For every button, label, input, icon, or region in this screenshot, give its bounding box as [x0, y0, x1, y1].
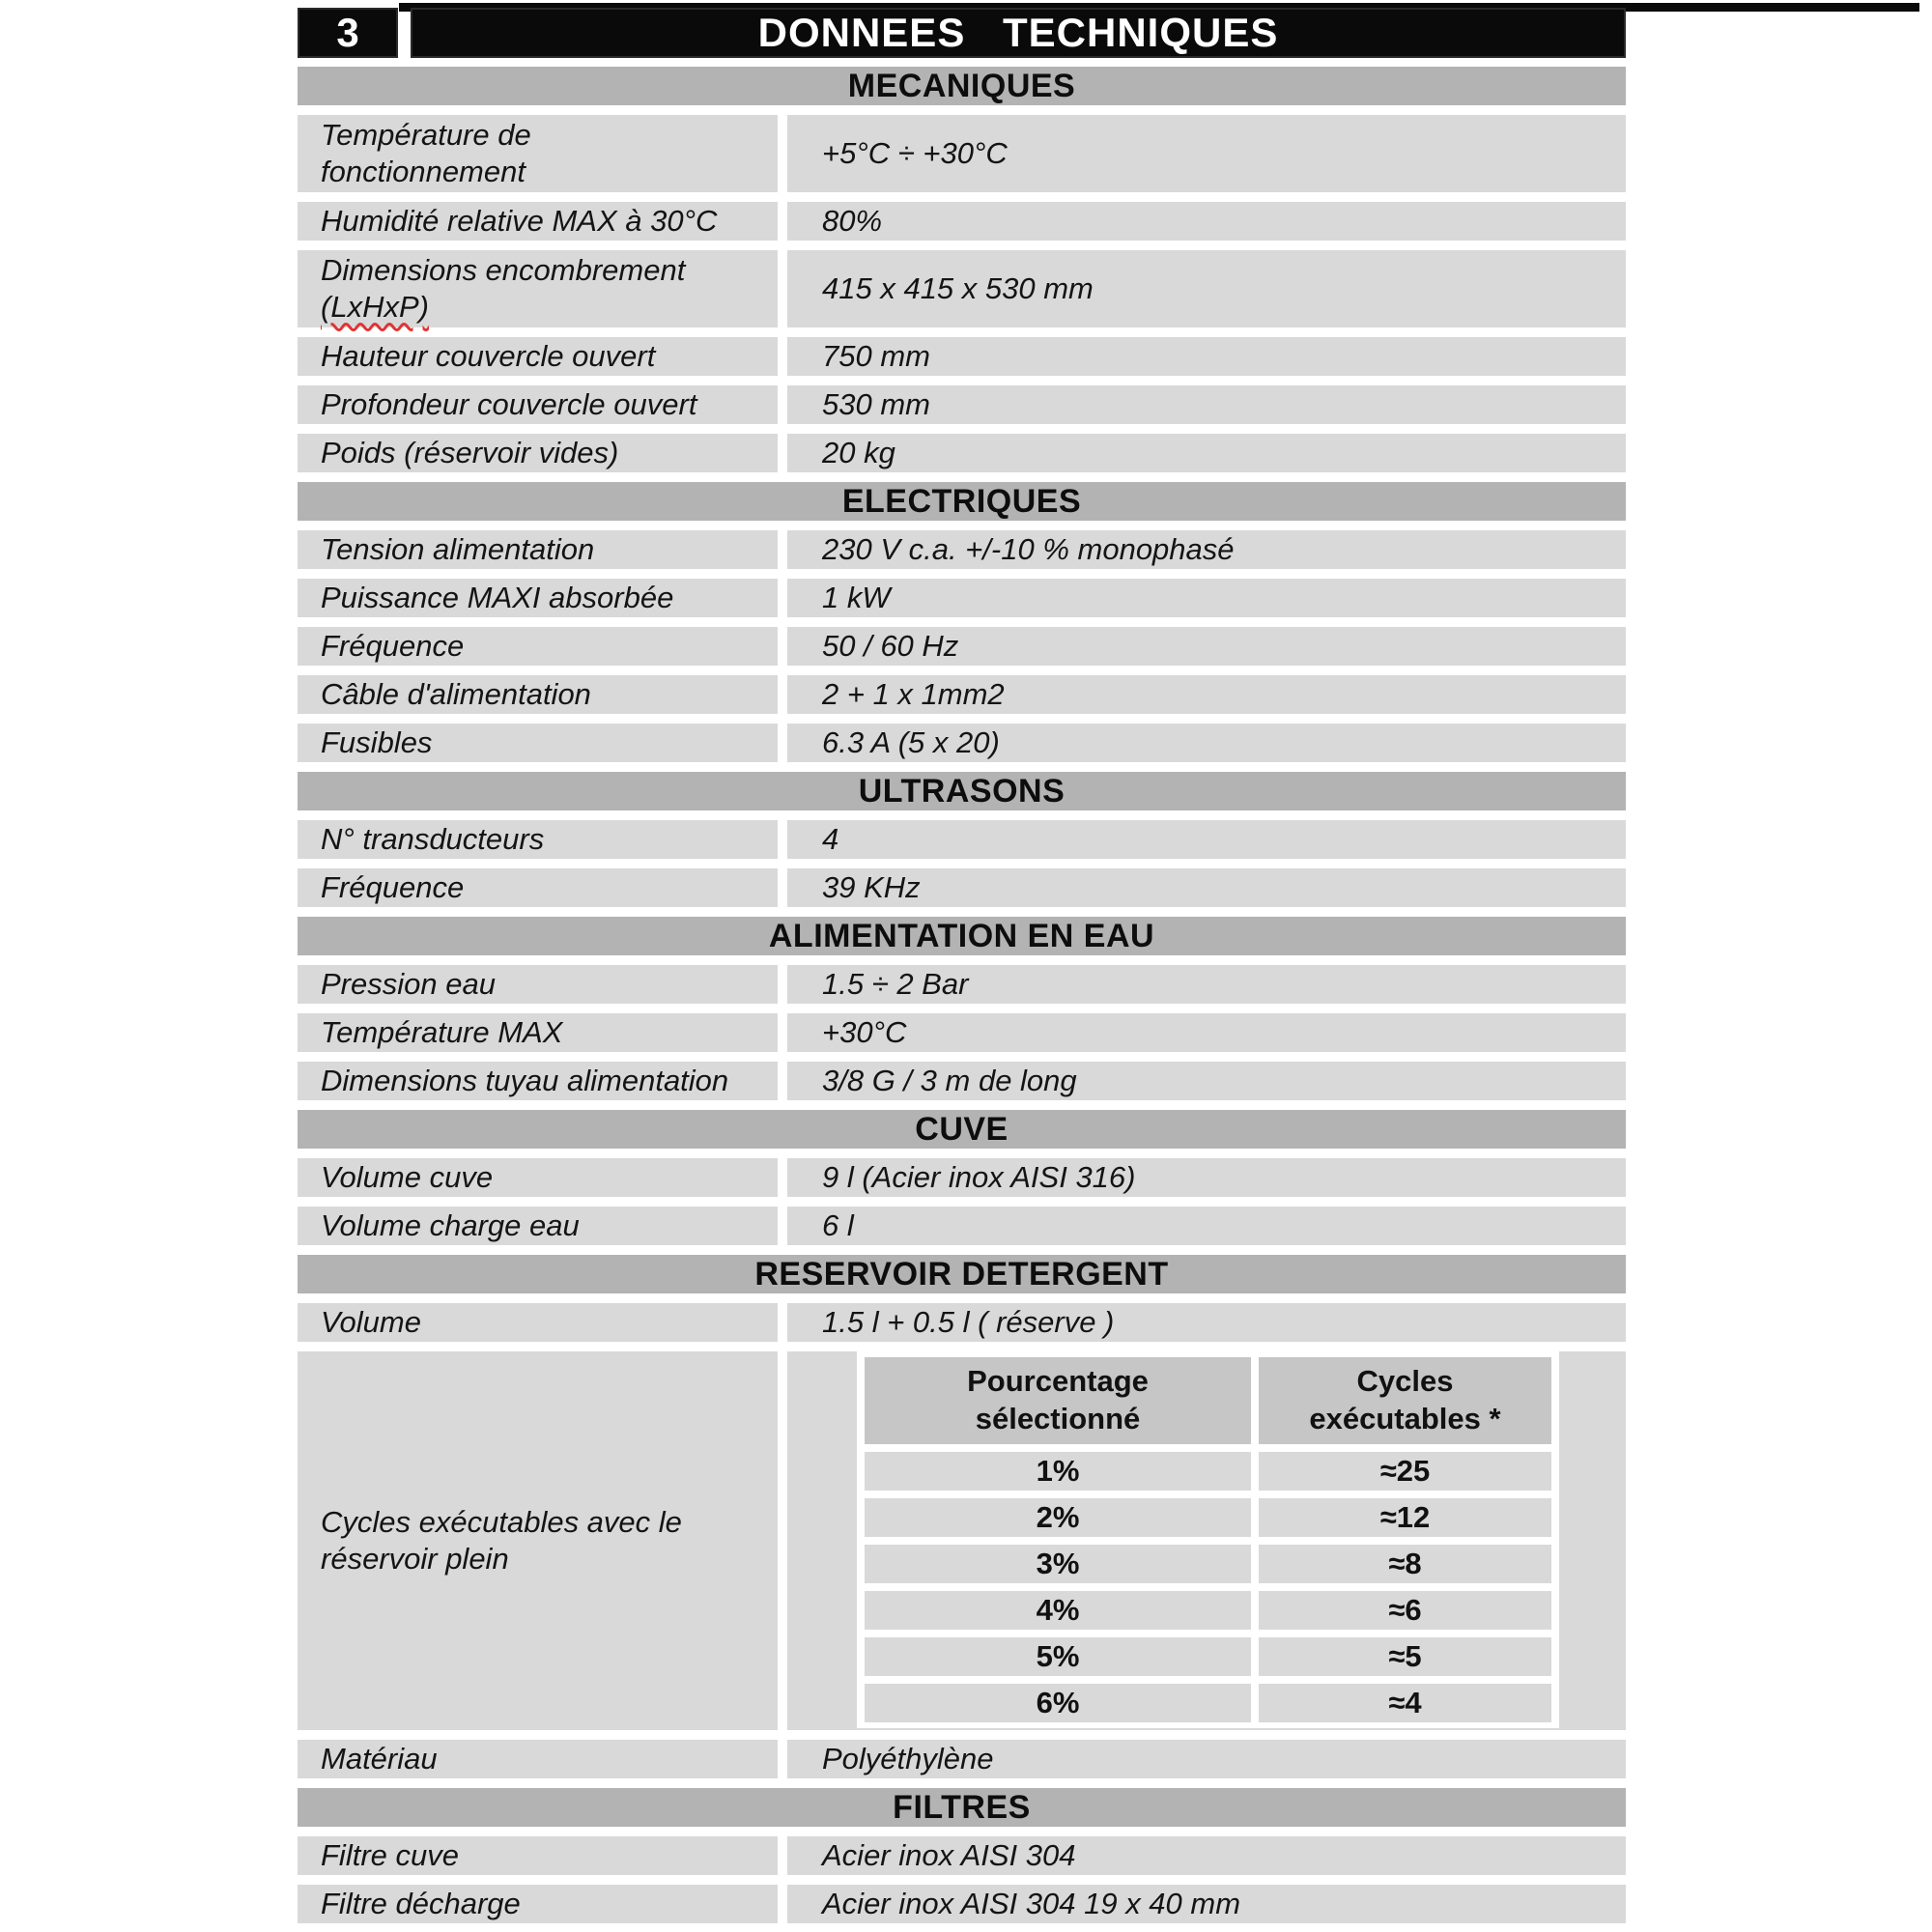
spec-label-text: Cycles exécutables avec le — [321, 1505, 682, 1540]
cycles-table-value: ≈25 — [1259, 1452, 1551, 1491]
spec-value: 3/8 G / 3 m de long — [787, 1062, 1626, 1100]
spec-sheet — [298, 8, 1626, 1932]
spec-label — [298, 1207, 778, 1245]
cycles-table-header-line: Pourcentage — [967, 1364, 1149, 1399]
spec-value: 6 l — [787, 1207, 1626, 1245]
spec-label — [298, 868, 778, 907]
spec-label-text: N° transducteurs — [321, 822, 545, 857]
spec-label-line — [321, 1304, 778, 1341]
section-header-cuve: CUVE — [298, 1110, 1626, 1149]
spec-value: 80% — [787, 202, 1626, 241]
spec-label-line — [321, 1741, 778, 1777]
cycles-table-value: ≈4 — [1259, 1684, 1551, 1722]
spec-label — [298, 1836, 778, 1875]
spec-label — [298, 627, 778, 666]
spec-value: 530 mm — [787, 385, 1626, 424]
spec-label-line — [321, 117, 778, 154]
cycles-table-value: 1% — [865, 1452, 1251, 1491]
chapter-number-box: 3 — [298, 8, 398, 58]
spec-row-puissance-maxi-absorbee — [298, 579, 1626, 617]
spec-value: Acier inox AISI 304 — [787, 1836, 1626, 1875]
spec-label-line — [321, 386, 778, 423]
spec-row-dimensions-encombrement — [298, 250, 1626, 327]
spec-row-dimensions-tuyau-alimentation — [298, 1062, 1626, 1100]
spec-label-text: (LxHxP) — [321, 290, 429, 324]
spec-label — [298, 1013, 778, 1052]
section-header-alimentation-en-eau: ALIMENTATION EN EAU — [298, 917, 1626, 955]
spec-value: Acier inox AISI 304 19 x 40 mm — [787, 1885, 1626, 1923]
spec-label-text: Matériau — [321, 1742, 438, 1776]
cycles-table-header-line: exécutables * — [1309, 1402, 1501, 1435]
section-header-mecaniques: MECANIQUES — [298, 67, 1626, 105]
spec-label-text: Hauteur couvercle ouvert — [321, 339, 656, 374]
spec-label-line — [321, 724, 778, 761]
spec-row-hauteur-couvercle-ouvert — [298, 337, 1626, 376]
spec-label-line — [321, 628, 778, 665]
spec-label-line — [321, 531, 778, 568]
cycles-table-value: ≈12 — [1259, 1498, 1551, 1537]
spec-value: 1.5 ÷ 2 Bar — [787, 965, 1626, 1004]
spec-row-materiau — [298, 1740, 1626, 1778]
spec-label-line — [321, 154, 778, 190]
cycles-table-header-line: Cycles — [1356, 1364, 1454, 1399]
spec-label — [298, 675, 778, 714]
spec-label-line — [321, 676, 778, 713]
cycles-table-value: 4% — [865, 1591, 1251, 1630]
spec-label-line — [321, 966, 778, 1003]
cycles-table-header-line: sélectionné — [975, 1402, 1141, 1435]
spec-row-volume-charge-eau — [298, 1207, 1626, 1245]
spec-label — [298, 337, 778, 376]
spec-value: +30°C — [787, 1013, 1626, 1052]
spec-row-temperature-de — [298, 115, 1626, 192]
cycles-table-value: ≈5 — [1259, 1637, 1551, 1676]
spec-label — [298, 250, 778, 327]
spec-value: +5°C ÷ +30°C — [787, 115, 1626, 192]
spec-label-text: Pression eau — [321, 967, 496, 1002]
spec-row-cable-d-alimentation — [298, 675, 1626, 714]
page-title: DONNEES TECHNIQUES — [411, 8, 1626, 58]
spec-value: 39 KHz — [787, 868, 1626, 907]
spec-label-text: Volume cuve — [321, 1160, 494, 1195]
spec-row-frequence — [298, 868, 1626, 907]
spec-label-line — [321, 869, 778, 906]
spec-value: 750 mm — [787, 337, 1626, 376]
spec-label — [298, 965, 778, 1004]
spec-row-volume-cuve — [298, 1158, 1626, 1197]
spec-label-text: Fréquence — [321, 870, 465, 905]
spec-row-temperature-max — [298, 1013, 1626, 1052]
spec-label-text: Filtre cuve — [321, 1838, 459, 1873]
spec-table — [298, 67, 1626, 1923]
spec-label-text: Câble d'alimentation — [321, 677, 591, 712]
spec-label — [298, 724, 778, 762]
spec-label-text: Poids (réservoir vides) — [321, 436, 619, 470]
spec-row-fusibles — [298, 724, 1626, 762]
spec-label-text: Puissance MAXI absorbée — [321, 581, 674, 615]
spec-value: 2 + 1 x 1mm2 — [787, 675, 1626, 714]
spec-label-line — [321, 338, 778, 375]
cycles-table-value: 6% — [865, 1684, 1251, 1722]
cycles-table-header-pourcentage — [865, 1357, 1251, 1444]
spec-label-line — [321, 580, 778, 616]
spec-row-poids-reservoir-vides — [298, 434, 1626, 472]
cycles-table-value: ≈8 — [1259, 1545, 1551, 1583]
spec-label-line — [321, 252, 778, 289]
spec-row-tension-alimentation — [298, 530, 1626, 569]
spec-label-line — [321, 1504, 778, 1541]
spec-label-text: Tension alimentation — [321, 532, 595, 567]
section-header-ultrasons: ULTRASONS — [298, 772, 1626, 810]
spec-row-filtre-decharge — [298, 1885, 1626, 1923]
spec-label — [298, 1158, 778, 1197]
cycles-table-value: 3% — [865, 1545, 1251, 1583]
spec-value: Polyéthylène — [787, 1740, 1626, 1778]
spec-label — [298, 1062, 778, 1100]
spec-label-text: Dimensions encombrement — [321, 253, 686, 288]
spec-label — [298, 1885, 778, 1923]
spec-label — [298, 820, 778, 859]
spec-row-volume — [298, 1303, 1626, 1342]
spec-value: 4 — [787, 820, 1626, 859]
spec-value: 20 kg — [787, 434, 1626, 472]
spec-label-line — [321, 1063, 778, 1099]
spec-label-line — [321, 1159, 778, 1196]
spec-label-line — [321, 435, 778, 471]
spec-label-line — [321, 1208, 778, 1244]
spec-label — [298, 115, 778, 192]
section-header-electriques: ELECTRIQUES — [298, 482, 1626, 521]
spec-label — [298, 385, 778, 424]
spec-value: 230 V c.a. +/-10 % monophasé — [787, 530, 1626, 569]
spec-label-line — [321, 1541, 778, 1577]
spec-label — [298, 202, 778, 241]
spec-label-text: Fusibles — [321, 725, 433, 760]
section-header-filtres: FILTRES — [298, 1788, 1626, 1827]
spec-label-line — [321, 289, 778, 326]
spec-value: 1.5 l + 0.5 l ( réserve ) — [787, 1303, 1626, 1342]
spec-row-profondeur-couvercle-ouvert — [298, 385, 1626, 424]
section-header-reservoir-detergent: RESERVOIR DETERGENT — [298, 1255, 1626, 1293]
spec-value: 50 / 60 Hz — [787, 627, 1626, 666]
spec-label — [298, 1740, 778, 1778]
spec-row-humidite-relative-max-a-30-c — [298, 202, 1626, 241]
spec-label-text: Filtre décharge — [321, 1887, 521, 1921]
spec-label-text: Volume — [321, 1305, 421, 1340]
spec-label-line — [321, 1837, 778, 1874]
spec-label-line — [321, 1886, 778, 1922]
spec-row-frequence — [298, 627, 1626, 666]
spec-label — [298, 1351, 778, 1730]
cycles-table-header-cycles — [1259, 1357, 1551, 1444]
cycles-table-value: 5% — [865, 1637, 1251, 1676]
spec-label-text: Profondeur couvercle ouvert — [321, 387, 697, 422]
spec-label-text: Température de — [321, 118, 531, 153]
detergent-cycles-table — [857, 1351, 1559, 1728]
spec-value: 1 kW — [787, 579, 1626, 617]
spec-label-line — [321, 203, 778, 240]
spec-label-text: Dimensions tuyau alimentation — [321, 1064, 729, 1098]
spec-row-filtre-cuve — [298, 1836, 1626, 1875]
spec-label — [298, 1303, 778, 1342]
spec-value: 9 l (Acier inox AISI 316) — [787, 1158, 1626, 1197]
spec-label-line — [321, 1014, 778, 1051]
spec-label — [298, 579, 778, 617]
spec-value: 415 x 415 x 530 mm — [787, 250, 1626, 327]
cycles-table-value: ≈6 — [1259, 1591, 1551, 1630]
title-row — [298, 8, 1626, 58]
spec-value: 6.3 A (5 x 20) — [787, 724, 1626, 762]
spec-label-text: Fréquence — [321, 629, 465, 664]
spec-row-pression-eau — [298, 965, 1626, 1004]
spec-label-text: Température MAX — [321, 1015, 563, 1050]
spec-label-line — [321, 821, 778, 858]
spec-label-text: réservoir plein — [321, 1542, 509, 1576]
spec-row-n-transducteurs — [298, 820, 1626, 859]
cycles-table-value: 2% — [865, 1498, 1251, 1537]
spec-label-text: Humidité relative MAX à 30°C — [321, 204, 718, 239]
spec-label — [298, 530, 778, 569]
spec-label-text: Volume charge eau — [321, 1208, 580, 1243]
spec-label-text: fonctionnement — [321, 155, 526, 188]
spec-label — [298, 434, 778, 472]
cycles-table-cell — [787, 1351, 1626, 1730]
spec-row-cycles-executables-avec-le — [298, 1351, 1626, 1730]
